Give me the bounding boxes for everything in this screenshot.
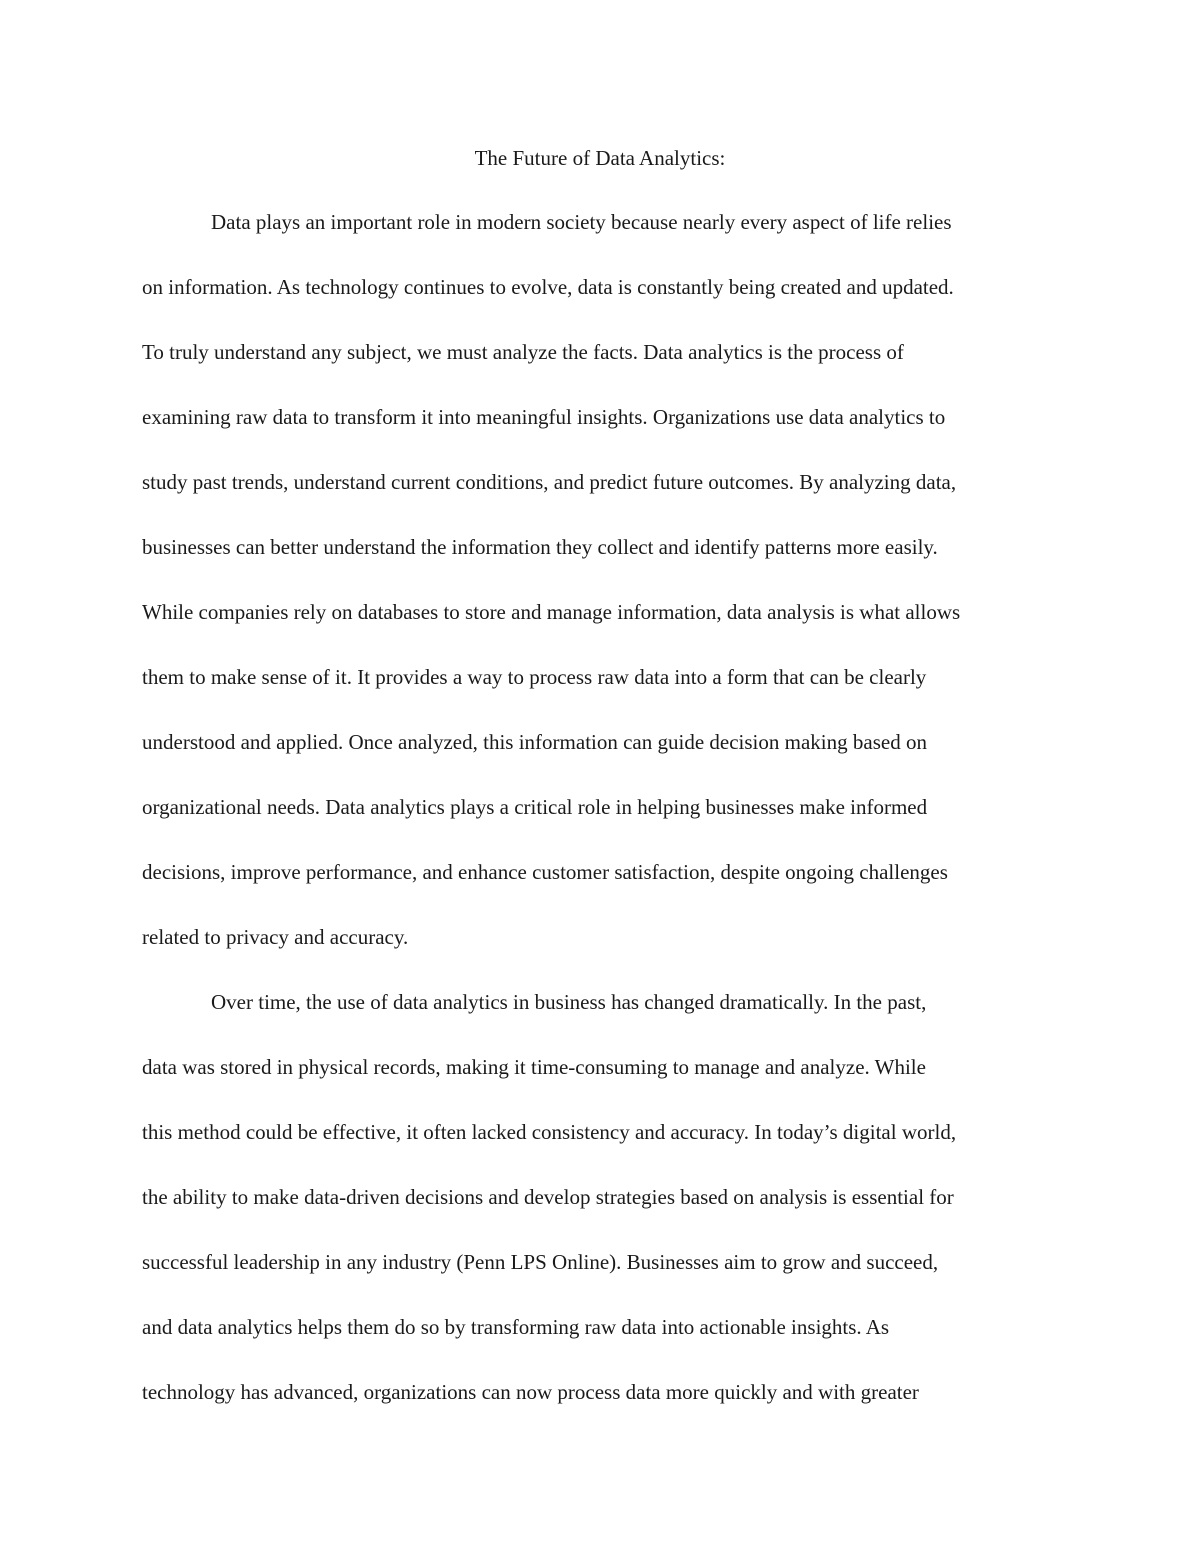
text-line: and data analytics helps them do so by transforming raw data into actionable insights. As <box>142 1315 890 1339</box>
text-line: To truly understand any subject, we must analyze the facts. Data analytics is the process of <box>142 340 904 364</box>
text-line: decisions, improve performance, and enhance customer satisfaction, despite ongoing challenges <box>142 860 948 884</box>
document-title: The Future of Data Analytics: <box>474 146 726 170</box>
text-line: successful leadership in any industry (Penn LPS Online). Businesses aim to grow and succeed, <box>142 1250 939 1274</box>
paragraph-2 <box>142 985 1072 1440</box>
text-line: businesses can better understand the information they collect and identify patterns more easily. <box>142 535 938 559</box>
text-line: this method could be effective, it often lacked consistency and accuracy. In today’s digital world, <box>142 1120 957 1144</box>
text-line: them to make sense of it. It provides a way to process raw data into a form that can be clearly <box>142 665 927 689</box>
text-line: organizational needs. Data analytics plays a critical role in helping businesses make informed <box>142 795 928 819</box>
text-line: Data plays an important role in modern society because nearly every aspect of life relies <box>211 210 952 234</box>
text-line: data was stored in physical records, making it time-consuming to manage and analyze. While <box>142 1055 926 1079</box>
text-line: related to privacy and accuracy. <box>142 925 409 949</box>
text-line: the ability to make data-driven decisions and develop strategies based on analysis is essential for <box>142 1185 954 1209</box>
text-line: study past trends, understand current conditions, and predict future outcomes. By analyzing data, <box>142 470 957 494</box>
text-line: While companies rely on databases to store and manage information, data analysis is what allows <box>142 600 961 624</box>
text-line: examining raw data to transform it into meaningful insights. Organizations use data analytics to <box>142 405 946 429</box>
text-line: technology has advanced, organizations can now process data more quickly and with greater <box>142 1380 919 1404</box>
text-line: on information. As technology continues to evolve, data is constantly being created and updated. <box>142 275 954 299</box>
document-body <box>142 205 1072 1440</box>
text-line: Over time, the use of data analytics in business has changed dramatically. In the past, <box>211 990 927 1014</box>
paragraph-1 <box>142 205 1072 985</box>
text-line: understood and applied. Once analyzed, this information can guide decision making based on <box>142 730 927 754</box>
